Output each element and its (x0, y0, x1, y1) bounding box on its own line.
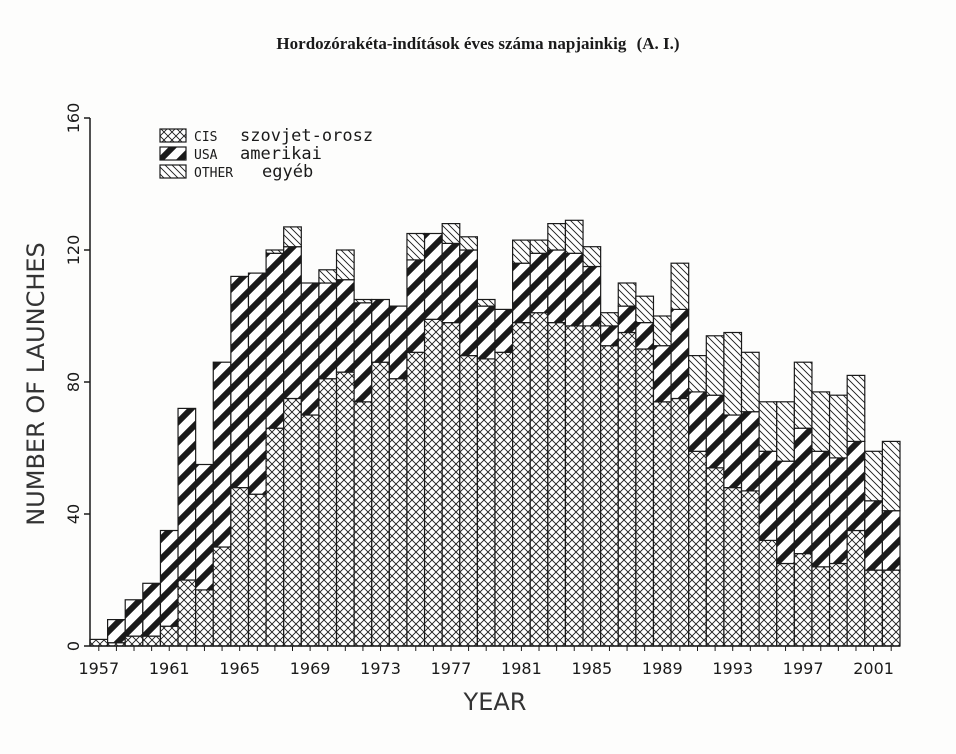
bar-cis-1965 (231, 488, 249, 646)
x-tick-label-1961: 1961 (148, 659, 190, 678)
y-tick-label-160: 160 (64, 102, 83, 134)
bar-usa-1965 (231, 276, 249, 487)
bar-usa-1967 (266, 253, 284, 428)
bar-cis-1999 (830, 564, 848, 647)
bar-cis-1984 (565, 326, 583, 646)
bar-cis-2002 (882, 570, 900, 646)
bar-cis-1987 (618, 333, 636, 647)
bar-cis-1983 (548, 323, 566, 646)
bar-other-1997 (794, 362, 812, 428)
y-tick-label-80: 80 (64, 371, 83, 393)
bar-usa-1976 (425, 234, 443, 320)
bar-usa-1971 (337, 280, 355, 372)
bar-other-1977 (442, 224, 460, 244)
bar-usa-2000 (847, 441, 865, 530)
bar-other-1995 (759, 402, 777, 452)
legend-label-cis-en: CIS (194, 130, 218, 145)
bar-usa-1989 (653, 346, 671, 402)
x-tick-label-1973: 1973 (360, 659, 401, 678)
bar-cis-1966 (248, 494, 266, 646)
bar-cis-1986 (601, 346, 619, 646)
bar-other-1987 (618, 283, 636, 306)
bar-usa-1993 (724, 415, 742, 488)
x-tick-label-1993: 1993 (712, 659, 754, 678)
bar-cis-1978 (460, 356, 478, 646)
bar-usa-1964 (213, 362, 231, 547)
bar-other-2000 (847, 375, 865, 441)
bar-usa-1986 (601, 326, 619, 346)
chart-title-note: (A. I.) (636, 34, 680, 53)
bar-cis-1975 (407, 352, 425, 646)
x-tick-label-1997: 1997 (782, 659, 824, 678)
bar-usa-1968 (284, 247, 302, 399)
bar-cis-1971 (337, 372, 355, 646)
bar-usa-1987 (618, 306, 636, 332)
legend-label-other-en: OTHER (194, 166, 234, 181)
bar-usa-1983 (548, 250, 566, 323)
bar-cis-1959 (125, 636, 143, 646)
bar-other-1988 (636, 296, 654, 322)
bar-cis-1968 (284, 399, 302, 647)
bar-usa-1990 (671, 309, 689, 398)
bar-cis-1988 (636, 349, 654, 646)
bar-usa-1970 (319, 283, 337, 379)
legend-label-other-hu: egyéb (262, 162, 314, 182)
bar-cis-1996 (777, 564, 795, 647)
bar-cis-1995 (759, 540, 777, 646)
x-axis-title: YEAR (463, 688, 527, 716)
bar-usa-1985 (583, 267, 601, 326)
bar-other-2001 (865, 451, 883, 501)
bar-cis-1972 (354, 402, 372, 646)
bar-other-1986 (601, 313, 619, 326)
bar-other-1984 (565, 220, 583, 253)
y-tick-label-0: 0 (64, 640, 83, 652)
bar-other-1990 (671, 263, 689, 309)
bar-cis-1969 (301, 415, 319, 646)
bar-other-1992 (706, 336, 724, 395)
x-tick-label-1989: 1989 (641, 659, 683, 678)
bar-other-1972 (354, 300, 372, 303)
bar-usa-2001 (865, 501, 883, 570)
bar-cis-1973 (372, 362, 390, 646)
legend-swatch-cis (160, 129, 186, 142)
bar-cis-1997 (794, 554, 812, 646)
x-tick-label-1957: 1957 (78, 659, 120, 678)
bar-other-1994 (742, 352, 760, 411)
bar-cis-1980 (495, 352, 513, 646)
x-tick-label-1985: 1985 (571, 659, 613, 678)
bar-cis-1992 (706, 468, 724, 646)
bar-other-2002 (882, 441, 900, 510)
bar-cis-1989 (653, 402, 671, 646)
bar-usa-1979 (477, 306, 495, 359)
bar-usa-1992 (706, 395, 724, 468)
bar-usa-1973 (372, 300, 390, 363)
bars-layer (90, 220, 900, 646)
bar-other-1971 (337, 250, 355, 280)
chart-title-text: Hordozórakéta-indítások éves száma napjainkig (276, 34, 627, 53)
bar-other-1996 (777, 402, 795, 461)
bar-cis-1998 (812, 567, 830, 646)
bar-usa-1988 (636, 323, 654, 349)
bar-usa-1980 (495, 309, 513, 352)
bar-other-1981 (513, 240, 531, 263)
x-tick-label-1965: 1965 (219, 659, 261, 678)
bar-cis-1967 (266, 428, 284, 646)
bar-cis-2001 (865, 570, 883, 646)
bar-other-1968 (284, 227, 302, 247)
legend-swatch-usa (160, 147, 186, 160)
bar-cis-1990 (671, 399, 689, 647)
bar-usa-1991 (689, 392, 707, 451)
bar-usa-1981 (513, 263, 531, 322)
x-tick-label-2001: 2001 (853, 659, 894, 678)
bar-other-1993 (724, 333, 742, 416)
bar-cis-1974 (389, 379, 407, 646)
bar-other-1985 (583, 247, 601, 267)
bar-usa-1966 (248, 273, 266, 494)
bar-cis-1976 (425, 319, 443, 646)
bar-usa-1998 (812, 451, 830, 567)
legend-label-cis-hu: szovjet-orosz (240, 126, 374, 146)
bar-usa-1960 (143, 583, 161, 636)
bar-other-1989 (653, 316, 671, 346)
bar-cis-1970 (319, 379, 337, 646)
bar-usa-1969 (301, 283, 319, 415)
legend-label-usa-en: USA (194, 148, 218, 163)
bar-usa-1961 (160, 531, 178, 627)
bar-usa-1974 (389, 306, 407, 379)
bar-usa-1958 (108, 620, 126, 643)
bar-usa-2002 (882, 511, 900, 570)
bar-other-1998 (812, 392, 830, 451)
bar-cis-1977 (442, 323, 460, 646)
bar-cis-2000 (847, 531, 865, 647)
bar-cis-1964 (213, 547, 231, 646)
bar-usa-1972 (354, 303, 372, 402)
bar-other-1978 (460, 237, 478, 250)
y-tick-label-120: 120 (64, 234, 83, 266)
bar-other-1982 (530, 240, 548, 253)
bar-cis-1961 (160, 626, 178, 646)
x-tick-label-1977: 1977 (430, 659, 472, 678)
bar-usa-1962 (178, 408, 196, 580)
bar-cis-1985 (583, 326, 601, 646)
bar-cis-1981 (513, 323, 531, 646)
bar-other-1967 (266, 250, 284, 253)
bar-cis-1982 (530, 313, 548, 646)
bar-other-1999 (830, 395, 848, 458)
x-tick-label-1969: 1969 (289, 659, 331, 678)
bar-usa-1963 (196, 465, 214, 590)
bar-other-1975 (407, 234, 425, 260)
bar-cis-1993 (724, 488, 742, 646)
bar-usa-1997 (794, 428, 812, 553)
bar-cis-1979 (477, 359, 495, 646)
bar-other-1970 (319, 270, 337, 283)
bar-usa-1959 (125, 600, 143, 636)
bar-usa-1994 (742, 412, 760, 491)
legend (160, 126, 373, 182)
bar-usa-1978 (460, 250, 478, 356)
bar-usa-1996 (777, 461, 795, 563)
bar-other-1983 (548, 224, 566, 250)
bar-usa-1999 (830, 458, 848, 564)
bar-cis-1963 (196, 590, 214, 646)
x-tick-label-1981: 1981 (501, 659, 542, 678)
bar-usa-1995 (759, 451, 777, 540)
legend-swatch-other (160, 165, 186, 178)
bar-usa-1975 (407, 260, 425, 352)
bar-cis-1991 (689, 451, 707, 646)
bar-cis-1960 (143, 636, 161, 646)
y-axis-title: NUMBER OF LAUNCHES (22, 242, 50, 526)
legend-label-usa-hu: amerikai (240, 144, 322, 164)
y-tick-label-40: 40 (64, 503, 83, 525)
bar-other-1991 (689, 356, 707, 392)
bar-other-1979 (477, 300, 495, 307)
bar-usa-1982 (530, 253, 548, 312)
bar-cis-1962 (178, 580, 196, 646)
bar-cis-1994 (742, 491, 760, 646)
bar-cis-1957 (90, 639, 108, 646)
bar-usa-1984 (565, 253, 583, 326)
bar-usa-1977 (442, 243, 460, 322)
